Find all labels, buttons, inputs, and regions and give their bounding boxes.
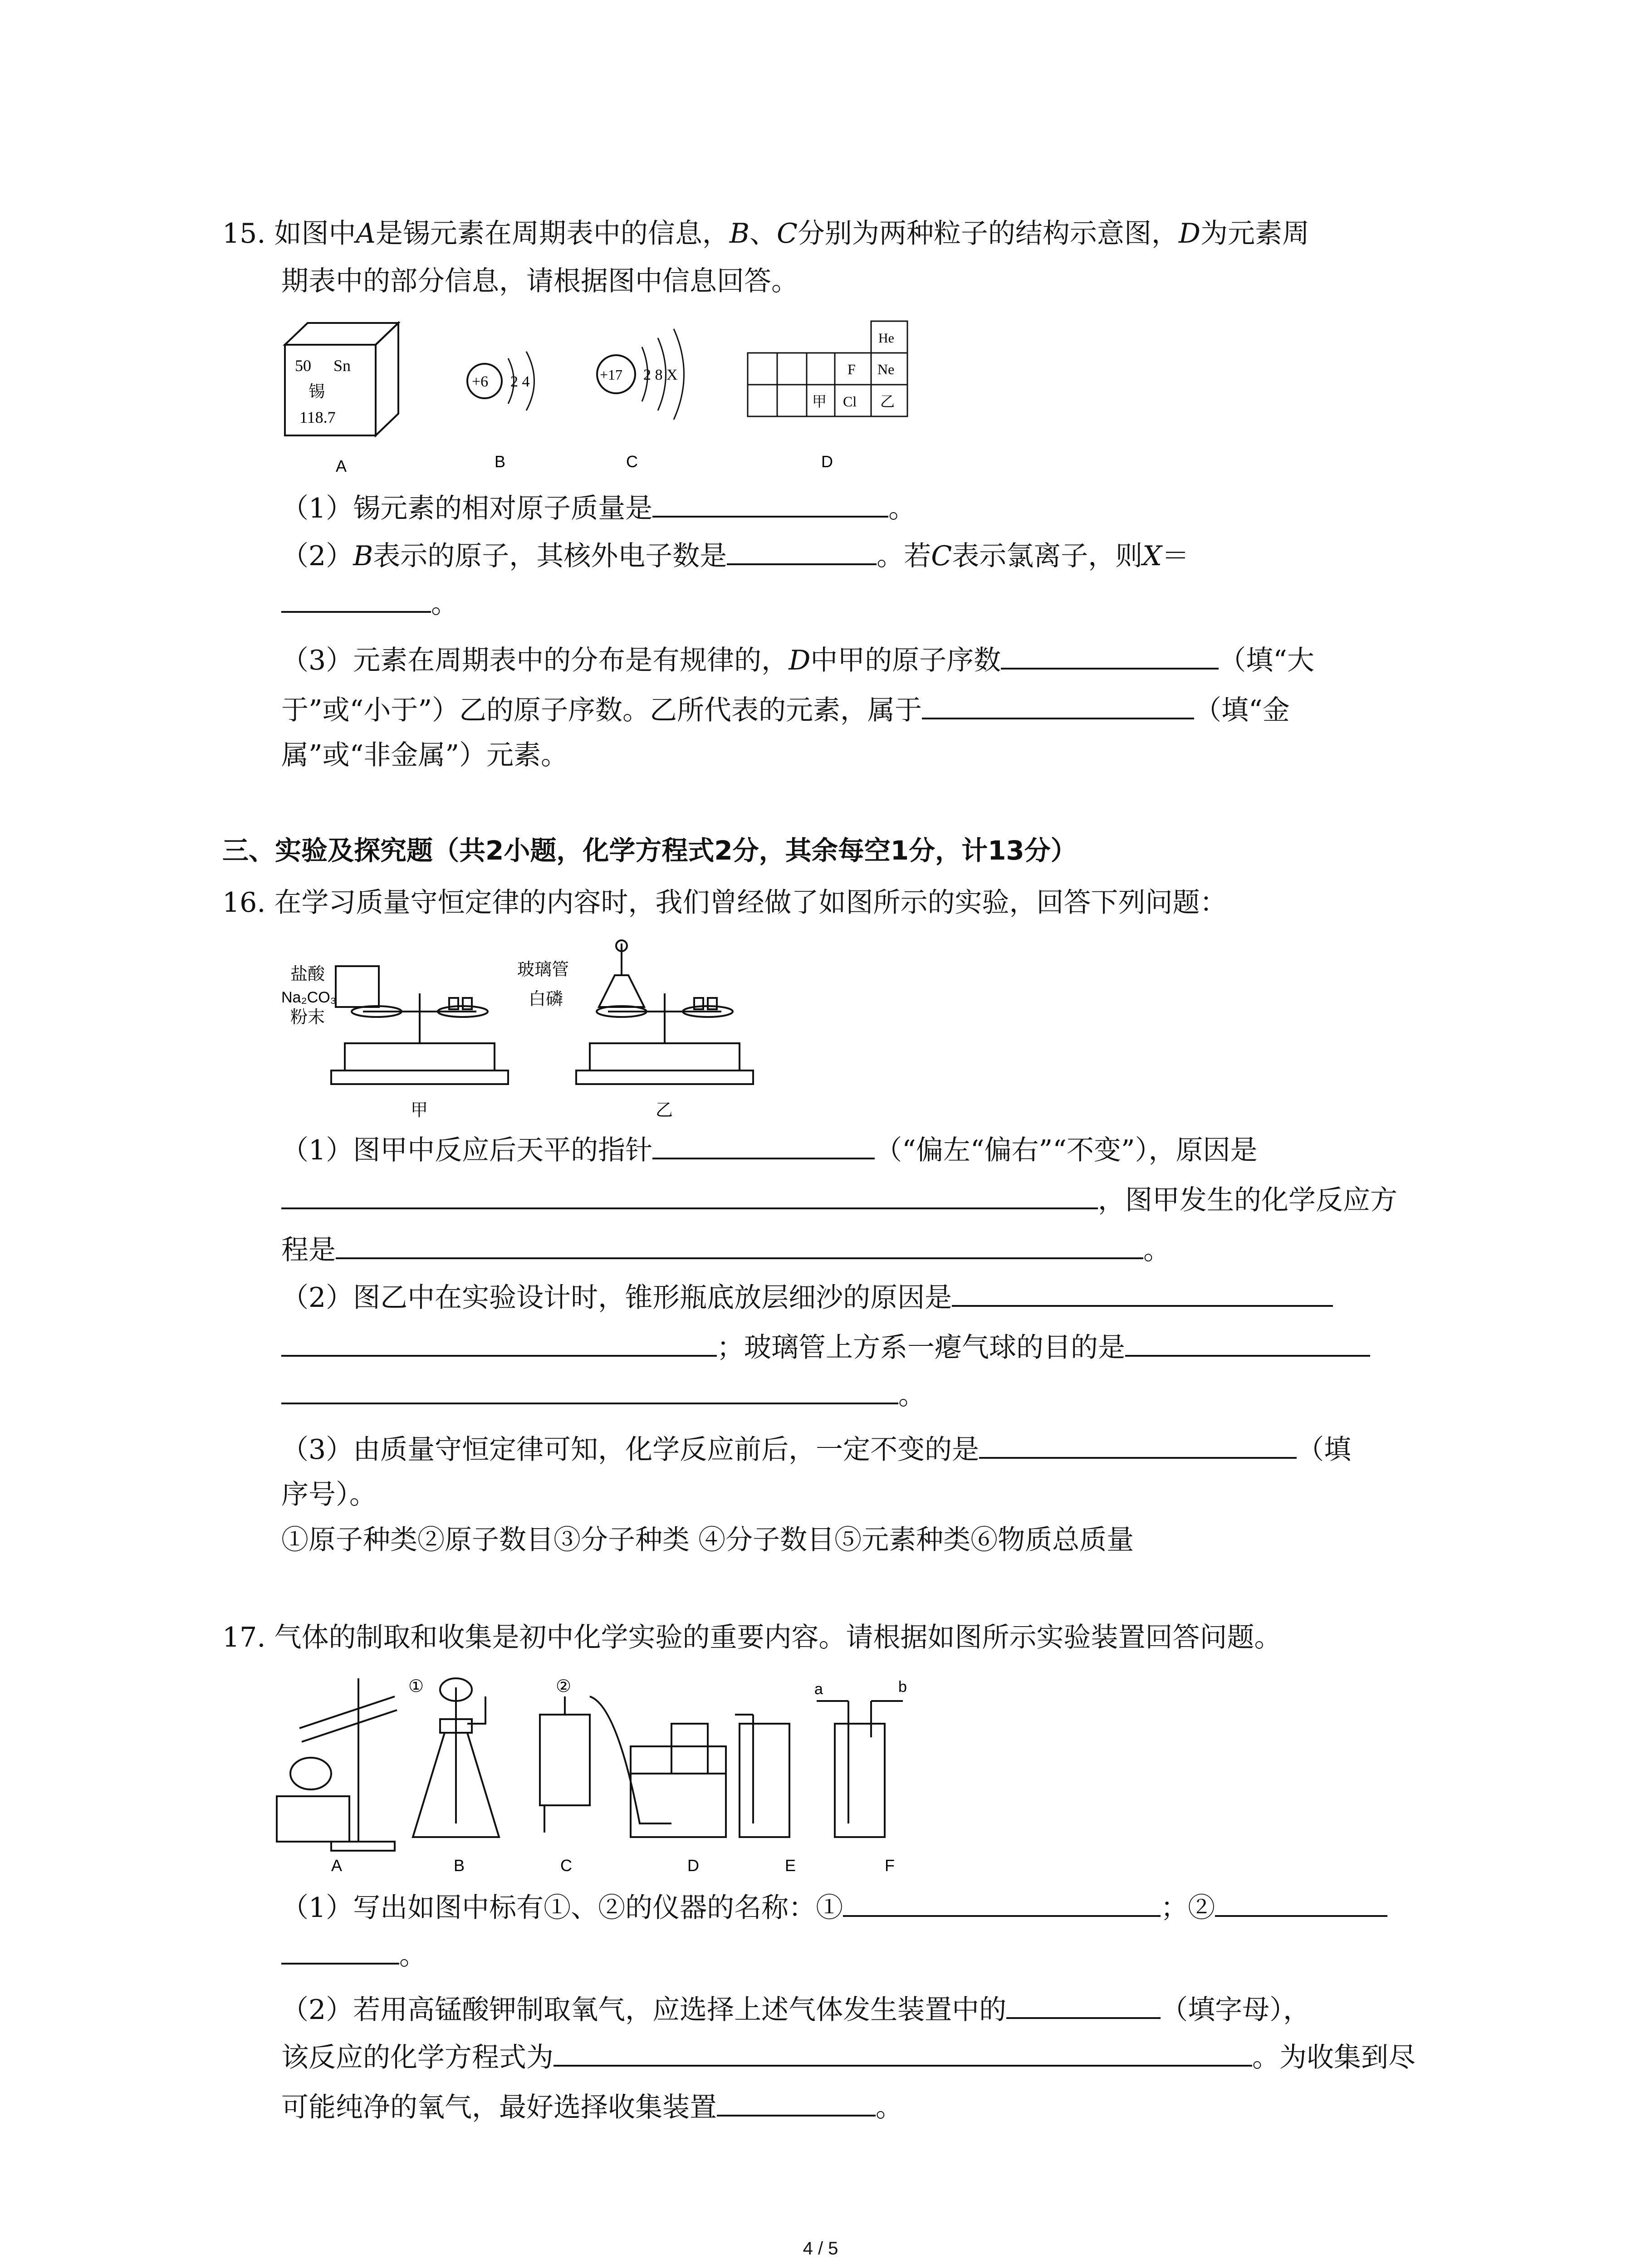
answer-blank-equation-jia[interactable]	[336, 1229, 1143, 1259]
q17-part1-line1: （1）写出如图中标有①、②的仪器的名称：① ；②	[281, 1887, 1387, 1926]
balance-jia-label: 甲	[411, 1100, 428, 1120]
q17-part2-line2: 该反应的化学方程式为 。为收集到尽	[281, 2037, 1416, 2076]
d-ne: Ne	[877, 361, 895, 377]
answer-blank-sand-reason[interactable]	[952, 1277, 1333, 1307]
q16-part2-line2: ；玻璃管上方系一瘪气球的目的是	[281, 1327, 1370, 1366]
label-white-phosphorus: 白磷	[529, 989, 563, 1009]
q17-part1-line2: 。	[281, 1935, 426, 1974]
answer-blank-conserved[interactable]	[979, 1429, 1297, 1459]
label-b: B	[454, 1856, 465, 1875]
q16-part3-line1: （3）由质量守恒定律可知，化学反应前后，一定不变的是 （填	[281, 1429, 1351, 1468]
apparatus-e	[735, 1715, 789, 1837]
b-shells: 2 4	[510, 373, 530, 390]
answer-blank-atomic-number-compare[interactable]	[1001, 640, 1219, 670]
figure-a-label: A	[336, 457, 347, 475]
answer-blank-electron-count[interactable]	[727, 535, 877, 565]
answer-blank-balloon-purpose-cont[interactable]	[281, 1374, 898, 1404]
q17-part2-line3: 可能纯净的氧气，最好选择收集装置 。	[281, 2087, 903, 2126]
q15-stem-line2: 期表中的部分信息，请根据图中信息回答。	[281, 265, 798, 297]
q16-figure-balances	[281, 939, 780, 1129]
section-3-heading: 三、实验及探究题（共2小题，化学方程式2分，其余每空1分，计13分）	[222, 835, 1077, 866]
balance-jia	[331, 966, 508, 1084]
q17-figure-apparatus	[272, 1669, 998, 1878]
label-e: E	[785, 1856, 796, 1875]
q16-part1-line2: ，图甲发生的化学反应方	[281, 1179, 1397, 1218]
q15-part3-line3: 属”或“非金属”）元素。	[281, 739, 568, 771]
page-number: 4 / 5	[803, 2239, 838, 2258]
q16-part1-line1: （1）图甲中反应后天平的指针 （“偏左“偏右”“不变”），原因是	[281, 1129, 1258, 1168]
answer-blank-reason[interactable]	[281, 1179, 1098, 1209]
d-he: He	[878, 331, 894, 346]
d-cl: Cl	[843, 393, 857, 410]
q16-stem: 16. 在学习质量守恒定律的内容时，我们曾经做了如图所示的实验，回答下列问题：	[222, 887, 1227, 919]
label-a: A	[331, 1856, 343, 1875]
answer-blank-equation-kmno4[interactable]	[554, 2037, 1252, 2067]
figure-d-label: D	[821, 452, 833, 471]
sn-name: 锡	[309, 382, 325, 401]
q15-part1: （1）锡元素的相对原子质量是 。	[281, 488, 916, 527]
apparatus-f	[817, 1701, 903, 1837]
figure-c-label: C	[626, 452, 638, 471]
answer-blank-sn-mass[interactable]	[652, 488, 888, 518]
q15-figure-a-element-cube	[281, 318, 408, 481]
q15-part2-cont: 。	[281, 583, 458, 622]
answer-blank-instrument-1[interactable]	[843, 1887, 1161, 1917]
q17-part2-line1: （2）若用高锰酸钾制取氧气，应选择上述气体发生装置中的 （填字母），	[281, 1989, 1310, 2028]
d-yi: 乙	[880, 393, 895, 410]
answer-blank-metal-type[interactable]	[922, 689, 1194, 719]
apparatus-b	[413, 1678, 499, 1837]
q15-figure-b-atom	[458, 336, 567, 476]
balance-yi-label: 乙	[656, 1100, 673, 1120]
b-nucleus-charge: +6	[472, 373, 489, 390]
q16-options: ①原子种类②原子数目③分子种类 ④分子数目⑤元素种类⑥物质总质量	[281, 1524, 1134, 1556]
label-na2co3: Na₂CO₃	[281, 989, 337, 1006]
apparatus-d	[590, 1696, 726, 1837]
q15-figure-d-periodic-table	[744, 318, 916, 476]
port-b: b	[898, 1678, 907, 1696]
answer-blank-pointer[interactable]	[652, 1129, 875, 1159]
sn-atomic-number: 50	[295, 357, 311, 375]
label-f: F	[885, 1856, 895, 1875]
c-nucleus-charge: +17	[600, 367, 623, 383]
answer-blank-collector[interactable]	[717, 2087, 876, 2116]
q16-part2-line1: （2）图乙中在实验设计时，锥形瓶底放层细沙的原因是	[281, 1277, 1333, 1316]
q16-part2-line3: 。	[281, 1374, 926, 1413]
balance-yi	[576, 940, 753, 1084]
sn-mass: 118.7	[299, 408, 336, 426]
d-jia: 甲	[812, 393, 827, 410]
marker-1: ①	[408, 1676, 424, 1696]
q16-part1-line3: 程是 。	[281, 1229, 1171, 1268]
label-hcl: 盐酸	[290, 964, 325, 984]
answer-blank-instrument-2[interactable]	[1215, 1887, 1387, 1917]
answer-blank-sand-reason-cont[interactable]	[281, 1327, 717, 1357]
apparatus-c	[540, 1696, 590, 1833]
answer-blank-generator[interactable]	[1006, 1989, 1161, 2019]
q15-stem-line1: 15. 如图中A是锡元素在周期表中的信息，B、C分别为两种粒子的结构示意图，D为元素周	[222, 218, 1309, 249]
q15-figure-c-ion	[590, 313, 717, 476]
label-d: D	[687, 1856, 699, 1875]
q15-part3-line1: （3）元素在周期表中的分布是有规律的，D中甲的原子序数 （填“大	[281, 640, 1314, 679]
sn-symbol: Sn	[333, 357, 351, 375]
q15-part3-line2: 于”或“小于”）乙的原子序数。乙所代表的元素，属于 （填“金	[281, 689, 1290, 728]
answer-blank-x-value[interactable]	[281, 583, 431, 613]
q17-stem: 17. 气体的制取和收集是初中化学实验的重要内容。请根据如图所示实验装置回答问题。	[222, 1622, 1282, 1653]
c-shells: 2 8 X	[643, 367, 678, 383]
marker-2: ②	[556, 1676, 572, 1696]
d-f: F	[847, 361, 856, 377]
q16-part3-line2: 序号）。	[281, 1479, 377, 1510]
apparatus-a	[277, 1678, 397, 1851]
label-powder: 粉末	[290, 1007, 325, 1027]
figure-b-label: B	[495, 452, 506, 471]
label-c: C	[560, 1856, 572, 1875]
q15-part2: （2）B表示的原子，其核外电子数是 。若C表示氯离子，则X＝	[281, 535, 1189, 574]
answer-blank-instrument-2-cont[interactable]	[281, 1935, 399, 1965]
answer-blank-balloon-purpose[interactable]	[1125, 1327, 1370, 1357]
label-glass-tube: 玻璃管	[517, 959, 569, 979]
port-a: a	[814, 1681, 823, 1698]
